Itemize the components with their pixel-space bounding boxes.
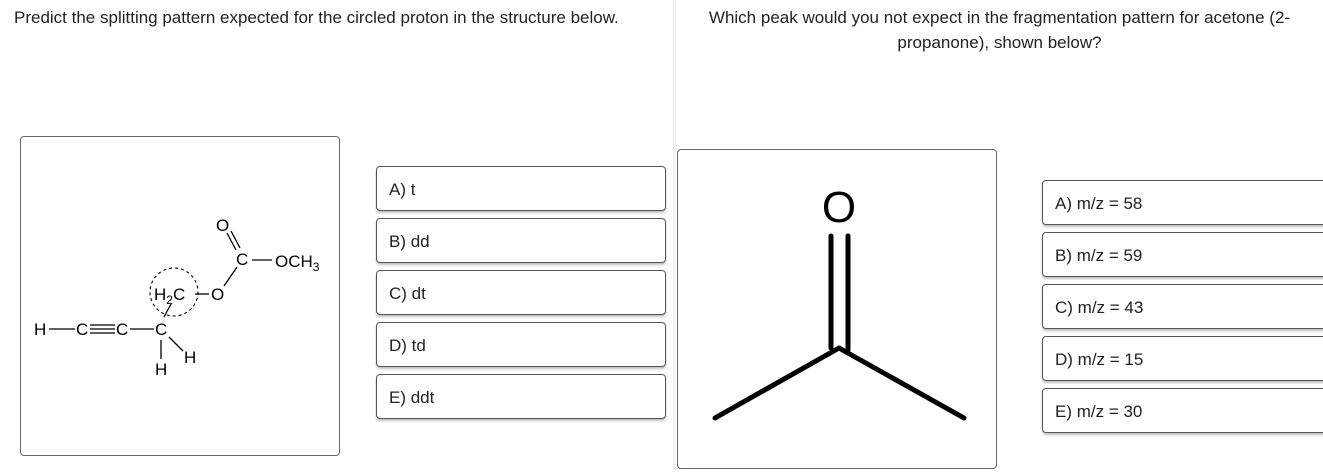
question-1-text: Predict the splitting pattern expected for the circled proton in the structure below. bbox=[14, 8, 619, 27]
q2-choice-d[interactable]: D) m/z = 15 bbox=[1042, 336, 1323, 381]
methoxy-label: $OCH_3$ bbox=[275, 252, 320, 274]
question-2-structure-figure bbox=[677, 149, 997, 469]
q1-choice-b[interactable]: B) dd bbox=[376, 218, 666, 263]
alkyne-c2-label: C bbox=[116, 320, 129, 339]
question-1-structure-figure bbox=[20, 136, 340, 456]
q1-choice-e[interactable]: E) ddt bbox=[376, 374, 666, 419]
carbonyl-bond-1 bbox=[227, 233, 236, 250]
ch2-label: $H_2C$ bbox=[154, 285, 186, 307]
q2-choice-a[interactable]: A) m/z = 58 bbox=[1042, 180, 1323, 225]
carbonyl-oxygen-label: O bbox=[216, 216, 230, 235]
acetone-right-methyl-bond bbox=[839, 348, 964, 418]
alkyne-h-label: H bbox=[34, 320, 47, 339]
h-down-label: H bbox=[155, 360, 168, 379]
h-right-label: H bbox=[184, 348, 197, 367]
question-2-panel bbox=[676, 0, 1323, 470]
q2-choice-c[interactable]: C) m/z = 43 bbox=[1042, 284, 1323, 329]
q2-choice-b[interactable]: B) m/z = 59 bbox=[1042, 232, 1323, 277]
alkyne-c1-label: C bbox=[76, 320, 89, 339]
c-o-bond bbox=[224, 267, 237, 286]
ether-oxygen-label: O bbox=[211, 285, 225, 304]
q1-choice-c[interactable]: C) dt bbox=[376, 270, 666, 315]
ester-alkyne-structure bbox=[21, 137, 339, 455]
carbonyl-bond-2 bbox=[231, 231, 240, 248]
c-h-right-bond bbox=[169, 337, 183, 351]
q2-choice-e[interactable]: E) m/z = 30 bbox=[1042, 388, 1323, 433]
question-2-text: Which peak would you not expect in the fragmentation pattern for acetone (2-propanone), shown below? bbox=[708, 8, 1291, 52]
ester-carbon-label: C bbox=[236, 250, 249, 269]
acetone-structure bbox=[678, 150, 996, 468]
q1-choice-a[interactable]: A) t bbox=[376, 166, 666, 211]
acetone-left-methyl-bond bbox=[715, 348, 839, 418]
q1-choice-d[interactable]: D) td bbox=[376, 322, 666, 367]
central-carbon-label: C bbox=[155, 320, 168, 339]
acetone-oxygen-label: O bbox=[821, 183, 857, 232]
